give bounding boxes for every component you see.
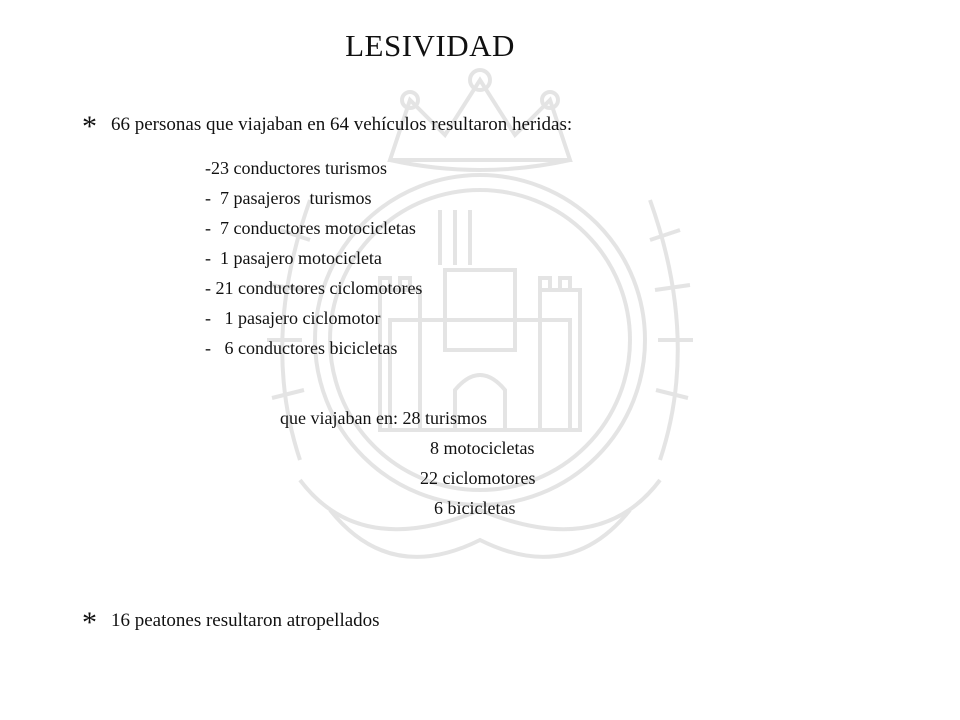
vehicle-row bbox=[280, 463, 580, 493]
slide-title: LESIVIDAD bbox=[345, 28, 515, 63]
vehicle-row bbox=[280, 493, 580, 523]
vehicle-count: 8 motocicletas bbox=[430, 438, 535, 458]
vehicle-count: 28 turismos bbox=[402, 408, 487, 428]
vehicle-count: 6 bicicletas bbox=[434, 498, 516, 518]
list-item: - 21 conductores ciclomotores bbox=[205, 278, 423, 298]
injured-summary-text: 66 personas que viajaban en 64 vehículos resultaron heridas: bbox=[111, 114, 573, 135]
injured-summary bbox=[82, 110, 572, 144]
bullet-asterisk: * bbox=[82, 110, 97, 143]
list-item: - 1 pasajero motocicleta bbox=[205, 248, 382, 268]
pedestrian-summary bbox=[82, 606, 380, 640]
vehicle-count: 22 ciclomotores bbox=[420, 468, 536, 488]
list-item: -23 conductores turismos bbox=[205, 158, 387, 178]
list-item: - 6 conductores bicicletas bbox=[205, 338, 398, 358]
vehicle-row bbox=[280, 403, 580, 433]
list-item: - 1 pasajero ciclomotor bbox=[205, 308, 381, 328]
list-item: - 7 pasajeros turismos bbox=[205, 188, 372, 208]
vehicle-summary bbox=[280, 403, 580, 523]
pedestrian-summary-text: 16 peatones resultaron atropellados bbox=[111, 610, 380, 631]
vehicle-row bbox=[280, 433, 580, 463]
list-item: - 7 conductores motocicletas bbox=[205, 218, 416, 238]
injured-breakdown-list bbox=[205, 153, 422, 363]
vehicle-lead: que viajaban en: bbox=[280, 408, 403, 428]
bullet-asterisk: * bbox=[82, 606, 97, 639]
